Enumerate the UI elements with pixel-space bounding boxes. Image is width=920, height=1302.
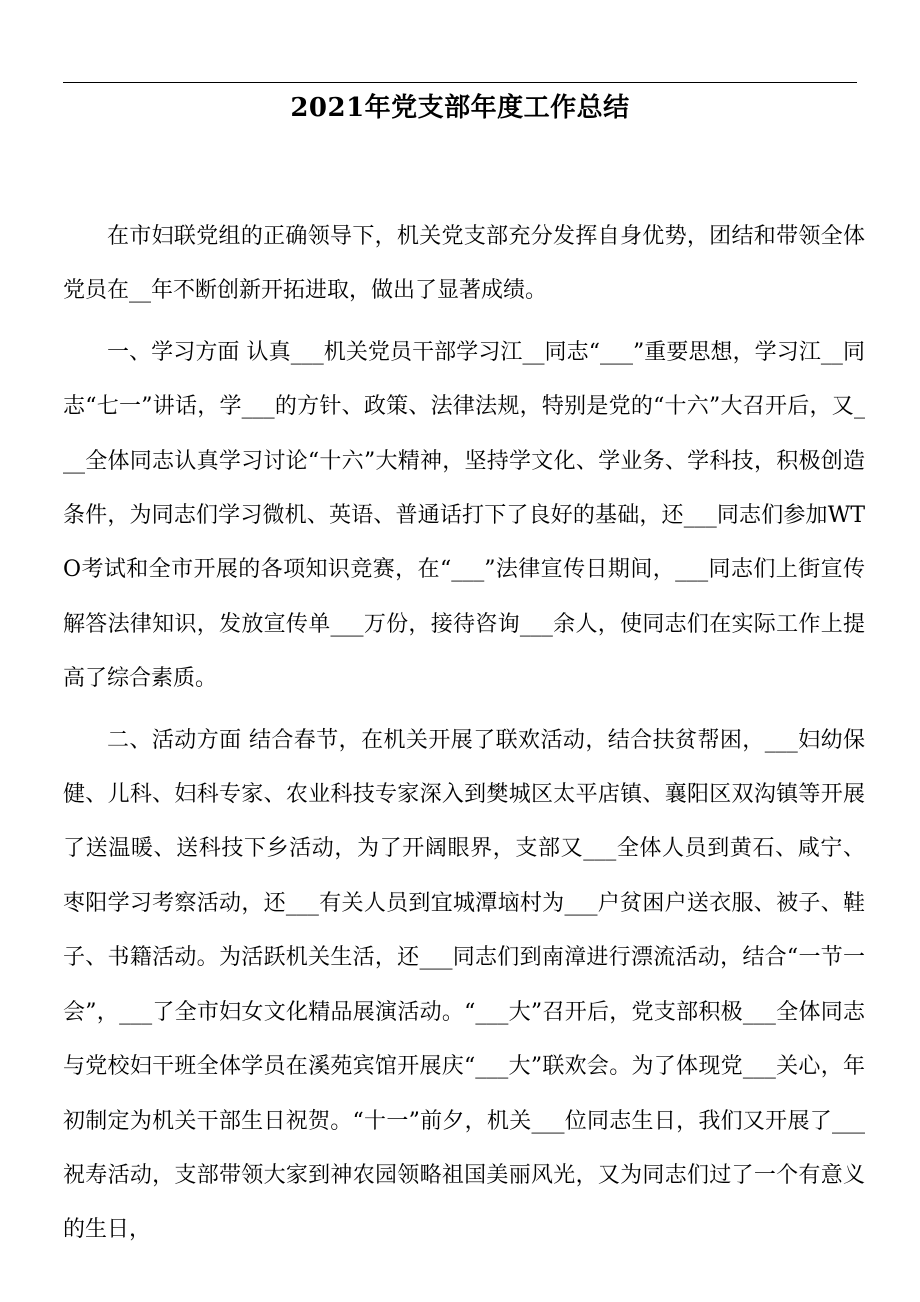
activity-section-paragraph: 二、活动方面 结合春节，在机关开展了联欢活动，结合扶贫帮困，___妇幼保健、儿科、妇科专家、农业科技专家深入到樊城区太平店镇、襄阳区双沟镇等开展了送温暖、送科技下乡活动，为了开阔眼界，支部又___全体人员到黄石、咸宁、枣阳学习考察活动，还___有关人员到宜城潭垴村为___户贫困户送衣服、被子、鞋子、书籍活动。为活跃机关生活，还___同志们到南漳进行漂流活动，结合“一节一会”，___了全市妇女文化精品展演活动。“___大”召开后，党支部积极___全体同志与党校妇干班全体学员在溪苑宾馆开展庆“___大”联欢会。为了体现党___关心，年初制定为机关干部生日祝贺。“十一”前夕，机关___位同志生日，我们又开展了___祝寿活动，支部带领大家到神农园领略祖国美丽风光，又为同志们过了一个有意义的生日， [63,727,865,1243]
document-body [63,210,865,1265]
intro-paragraph: 在市妇联党组的正确领导下，机关党支部充分发挥自身优势，团结和带领全体党员在__年不断创新开拓进取，做出了显著成绩。 [63,224,865,304]
header-rule [63,82,857,83]
document-title: 2021年党支部年度工作总结 [290,93,630,123]
study-section-paragraph: 一、学习方面 认真___机关党员干部学习江__同志“___”重要思想，学习江__同志“七一”讲话，学___的方针、政策、法律法规，特别是党的“十六”大召开后，又___全体同志认真学习讨论“十六”大精神，坚持学文化、学业务、学科技，积极创造条件，为同志们学习微机、英语、普通话打下了良好的基础，还___同志们参加WTO考试和全市开展的各项知识竞赛，在“___”法律宣传日期间，___同志们上街宣传解答法律知识，发放宣传单___万份，接待咨询___余人，使同志们在实际工作上提高了综合素质。 [63,339,865,692]
